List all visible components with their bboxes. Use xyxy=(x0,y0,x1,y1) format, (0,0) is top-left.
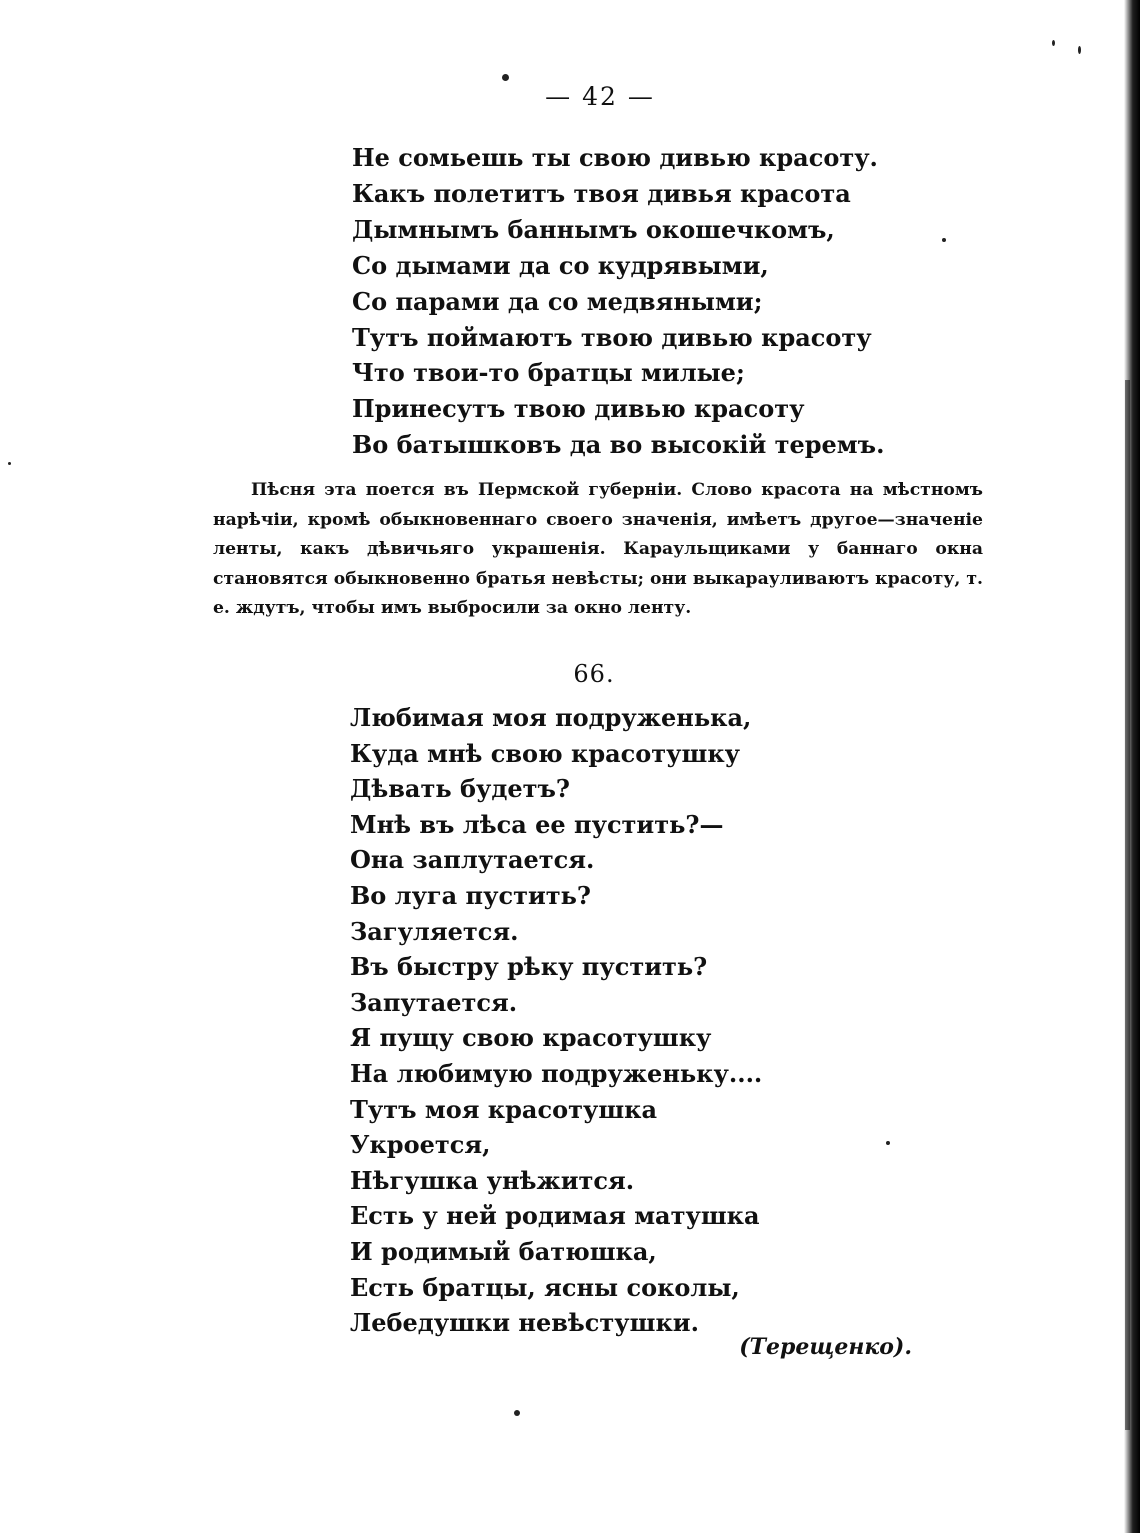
verse-line: Какъ полетитъ твоя дивья красота xyxy=(352,178,851,208)
song-number: 66. xyxy=(573,660,615,688)
verse-song xyxy=(350,700,910,1341)
verse-top xyxy=(352,140,912,463)
verse-line: Куда мнѣ свою красотушку xyxy=(350,738,741,768)
page-number: — 42 — xyxy=(545,82,655,111)
verse-line: Мнѣ въ лѣса ее пустить?— xyxy=(350,809,724,839)
verse-line: Со дымами да со кудрявыми, xyxy=(352,250,769,280)
verse-line: На любимую подруженьку.... xyxy=(350,1058,763,1088)
verse-line: Со парами да со медвяными; xyxy=(352,286,763,316)
verse-line: Любимая моя подруженька, xyxy=(350,703,752,732)
verse-line: Что твои-то братцы милые; xyxy=(352,358,745,388)
verse-line: Въ быстру рѣку пустить? xyxy=(350,952,708,982)
scan-speck xyxy=(942,238,946,242)
verse-line: И родимый батюшка, xyxy=(350,1236,657,1266)
scan-speck xyxy=(8,462,11,465)
verse-line: Укроется, xyxy=(350,1130,491,1160)
verse-line: Не сомьешь ты свою дивью красоту. xyxy=(352,143,878,172)
verse-line: Есть братцы, ясны соколы, xyxy=(350,1272,740,1302)
verse-line: Тутъ моя красотушка xyxy=(350,1094,657,1124)
scan-edge-shadow xyxy=(1124,0,1140,1533)
verse-line: Я пущу свою красотушку xyxy=(350,1023,712,1053)
verse-line: Запутается. xyxy=(350,987,518,1017)
scan-speck xyxy=(1052,40,1055,46)
scan-speck xyxy=(502,74,509,81)
verse-line: Принесутъ твою дивью красоту xyxy=(352,394,805,424)
verse-line: Есть у ней родимая матушка xyxy=(350,1201,760,1231)
verse-line: Лебедушки невѣстушки. xyxy=(350,1308,699,1338)
verse-line: Во батышковъ да во высокій теремъ. xyxy=(352,430,885,460)
verse-line: Дымнымъ баннымъ окошечкомъ, xyxy=(352,214,835,244)
attribution: (Терещенко). xyxy=(739,1334,912,1360)
verse-line: Загуляется. xyxy=(350,916,519,946)
scan-speck xyxy=(1078,46,1081,54)
verse-line: Нѣгушка унѣжится. xyxy=(350,1165,635,1195)
footnote-paragraph: Пѣсня эта поется въ Пермской губерніи. Слово красота на мѣстномъ нарѣчіи, кромѣ обыкновеннаго своего значенія, имѣетъ другое—значеніе ленты, какъ дѣвичьяго украшенія. Караульщиками у баннаго окна становятся обыкновенно братья невѣсты; они выкарауливаютъ красоту, т. е. ждутъ, чтобы имъ выбросили за окно ленту. xyxy=(213,480,983,618)
verse-line: Во луга пустить? xyxy=(350,880,591,910)
verse-line: Дѣвать будетъ? xyxy=(350,774,570,804)
verse-line: Тутъ поймаютъ твою дивью красоту xyxy=(352,322,872,352)
verse-line: Она заплутается. xyxy=(350,845,595,875)
scan-speck xyxy=(514,1410,520,1416)
